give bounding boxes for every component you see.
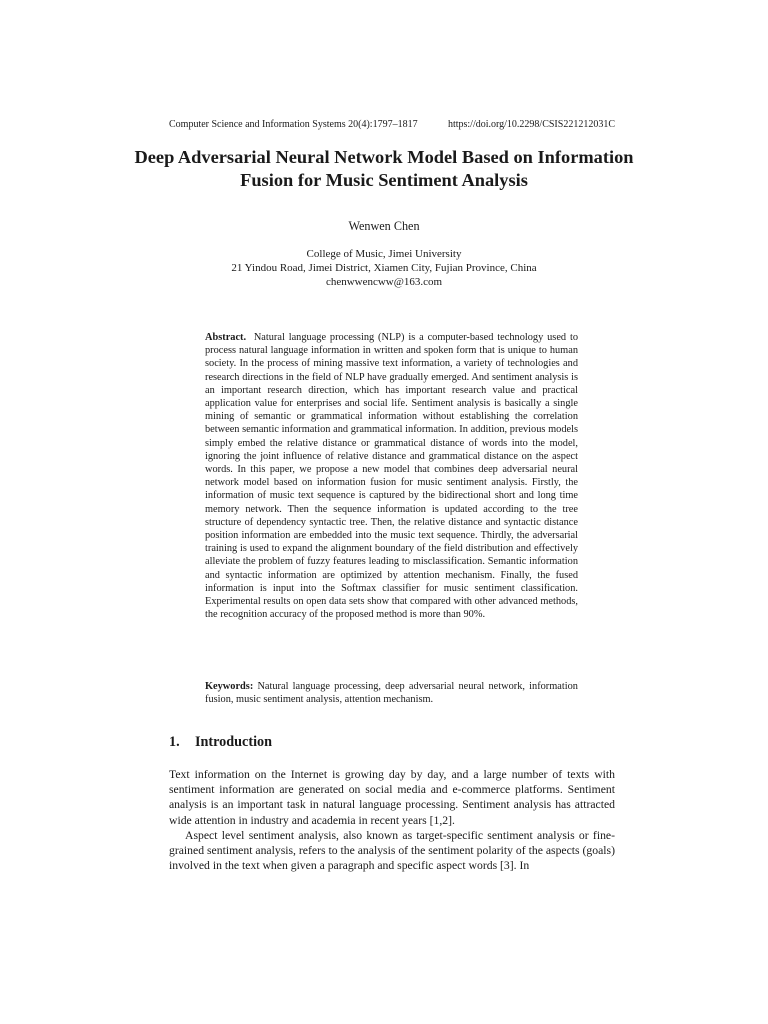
abstract — [205, 331, 578, 621]
journal-citation: Computer Science and Information Systems 20(4):1797–1817 — [169, 119, 418, 130]
keywords — [205, 680, 578, 707]
affiliation-institution: College of Music, Jimei University — [306, 248, 462, 260]
affiliation-address: 21 Yindou Road, Jimei District, Xiamen City, Fujian Province, China — [231, 262, 537, 274]
keywords-label: Keywords: — [205, 681, 254, 692]
body-text — [169, 767, 615, 873]
paragraph: Text information on the Internet is growing day by day, and a large number of texts with sentiment information are generated on social media and e-commerce platforms. Sentiment analysis is an important task in natural language processing. Sentiment analysis has attracted wide attention in industry and academia in recent years [1,2]. — [169, 768, 615, 827]
abstract-text: Natural language processing (NLP) is a computer-based technology used to process natural language information in written and spoken form that is unique to human society. In the process of mining massive text information, a variety of technologies and research directions in the field of NLP have gradually emerged. And sentiment analysis is an important research direction, which has important research value and practical application value for enterprises and social life. Sentiment analysis is basically a single mining of semantic or grammatical information without establishing the correlation between semantic information and grammatical information. In addition, previous models simply embed the relative distance or grammatical distance of words into the model, ignoring the joint influence of relative distance and grammatical distance on the aspect words. In this paper, we propose a new model that combines deep adversarial neural network model based on information fusion for music sentiment analysis. Firstly, the information of music text sequence is captured by the bidirectional short and long time memory network. Then the sequence information is updated according to the tree structure of dependency syntactic tree. Then, the relative distance and syntactic distance position information are embedded into the music text sequence. Thirdly, the adversarial training is used to expand the alignment boundary of the field distribution and effectively alleviate the problem of fuzzy features leading to misclassification. Semantic information and syntactic information are optimized by attention mechanism. Finally, the fused information is input into the Softmax classifier for music sentiment classification. Experimental results on open data sets show that compared with other advanced methods, the recognition accuracy of the proposed method is more than 90%. — [205, 332, 578, 621]
section-title-text: Introduction — [195, 734, 272, 750]
keywords-text: Natural language processing, deep adversarial neural network, information fusion, music sentiment analysis, attention mechanism. — [205, 681, 578, 706]
author-name: Wenwen Chen — [348, 219, 420, 233]
running-header — [169, 119, 615, 130]
section-number: 1. — [169, 734, 180, 750]
section-heading — [169, 734, 615, 751]
abstract-label: Abstract. — [205, 332, 247, 343]
paragraph: Aspect level sentiment analysis, also known as target-specific sentiment analysis or fine-grained sentiment analysis, refers to the analysis of the sentiment polarity of the aspects (goals) involved in the text when given a paragraph and specific aspect words [3]. In — [169, 828, 615, 873]
author-email[interactable]: chenwwencww@163.com — [325, 276, 443, 288]
affiliation-block — [0, 247, 768, 289]
doi-link[interactable]: https://doi.org/10.2298/CSIS221212031C — [447, 119, 615, 130]
paper-title: Deep Adversarial Neural Network Model Based on Information Fusion for Music Sentiment Analysis — [134, 147, 634, 190]
